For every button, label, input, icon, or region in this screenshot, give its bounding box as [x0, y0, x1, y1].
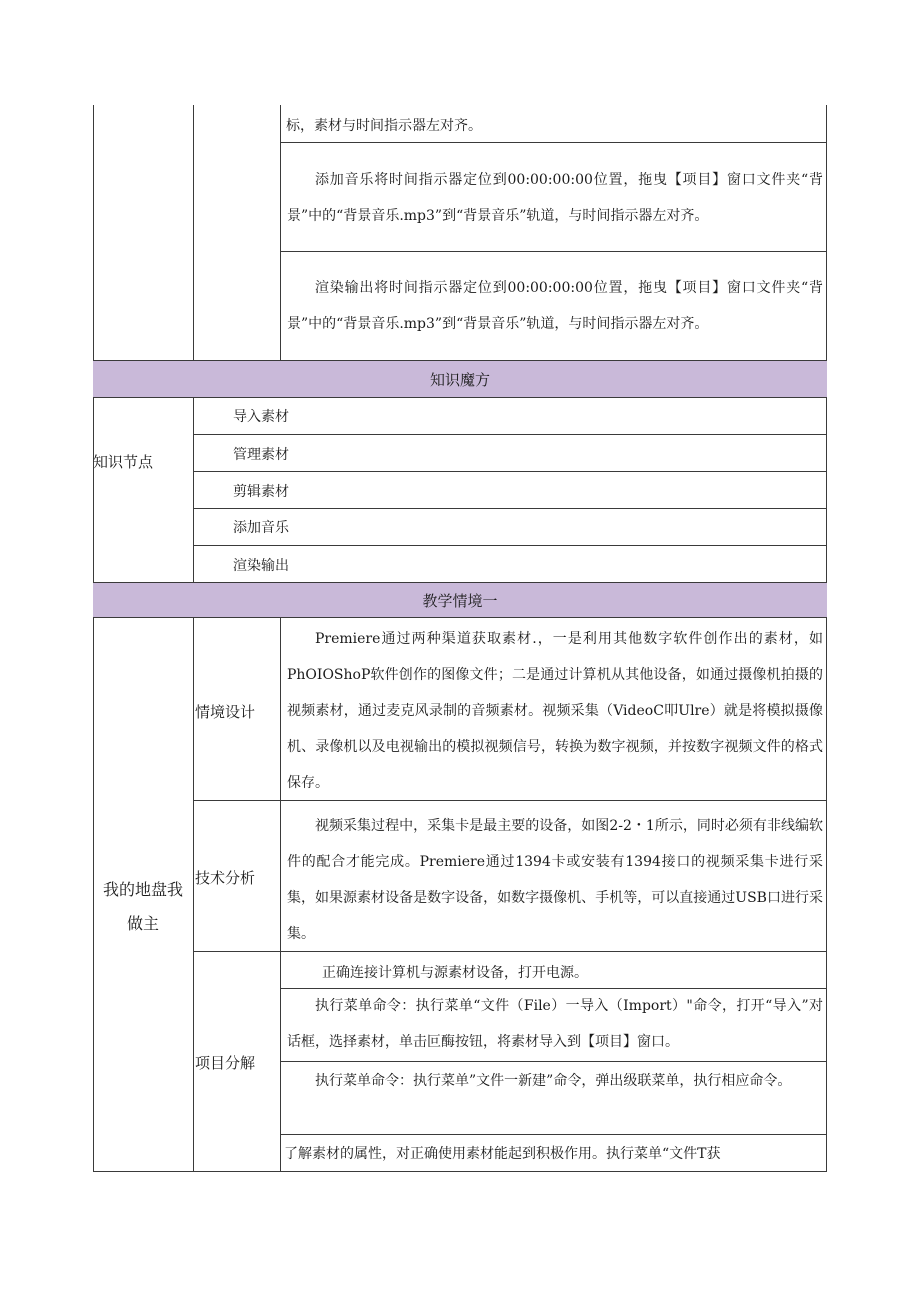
scenario-left-label: 我的地盘我做主 [102, 880, 183, 933]
col-divider [193, 105, 194, 360]
row-line [280, 251, 827, 252]
row-line [193, 434, 827, 435]
project-item: 正确连接计算机与源素材设备，打开电源。 [322, 965, 588, 981]
row-line [93, 397, 827, 398]
design-label: 情境设计 [195, 703, 256, 721]
knowledge-item: 导入素材 [233, 409, 289, 425]
knowledge-item: 剪辑素材 [233, 484, 289, 500]
row-line [193, 508, 827, 509]
col-divider [193, 617, 194, 1172]
row-line [280, 1134, 827, 1135]
knowledge-item: 渲染输出 [233, 558, 289, 574]
project-item: 了解素材的属性，对正确使用素材能起到积极作用。执行菜单“文件T获 [284, 1146, 721, 1162]
design-text: Premiere通过两种渠道获取素材.，一是利用其他数字软件创作出的素材，如PhOIOShoP软件创作的图像文件；二是通过计算机从其他设备，如通过摄像机拍摄的视频素材，通过麦克风录制的音频素材。视频采集（VideoC叩Ulre）就是将模拟摄像机、录像机以及电视输出的模拟视频信号，转换为数字视频，并按数字视频文件的格式保存。 [287, 631, 823, 791]
project-item: 执行菜单命令：执行菜单“文件（File）一导入（Import）"命令，打开“导入”对话框，选择素材，单击叵酶按钮，将素材导入到【项目】窗口。 [287, 998, 823, 1050]
row-line [193, 545, 827, 546]
row-line [93, 617, 827, 618]
knowledge-item: 管理素材 [233, 447, 289, 463]
row-line [280, 1061, 827, 1062]
top-row-1-text: 标，素材与时间指示器左对齐。 [286, 118, 482, 134]
row-line [280, 142, 827, 143]
scenario-header: 教学情境一 [422, 592, 498, 610]
project-item: 执行菜单命令：执行菜单”文件一新建”命令，弹出级联菜单，执行相应命令。 [315, 1073, 792, 1089]
col-divider [280, 105, 281, 360]
col-divider [280, 617, 281, 1172]
top-row-2-text: 添加音乐将时间指示器定位到00:00:00:00位置，拖曳【项目】窗口文件夹“背景”中的“背景音乐.mp3”到“背景音乐”轨道，与时间指示器左对齐。 [287, 172, 823, 224]
table-border-bottom [93, 1171, 827, 1172]
top-row-3-text: 渲染输出将时间指示器定位到00:00:00:00位置，拖曳【项目】窗口文件夹“背景”中的“背景音乐.mp3”到“背景音乐”轨道，与时间指示器左对齐。 [287, 280, 823, 332]
project-label: 项目分解 [195, 1054, 256, 1072]
row-line [193, 471, 827, 472]
knowledge-item: 添加音乐 [233, 520, 289, 536]
knowledge-left-label: 知识节点 [93, 453, 154, 471]
tech-text: 视频采集过程中，采集卡是最主要的设备，如图2-2・1所示，同时必须有非线编软件的配合才能完成。Premiere通过1394卡或安装有1394接口的视频采集卡进行采集，如果源素材设备是数字设备，如数字摄像机、手机等，可以直接通过USB口进行采集。 [287, 818, 823, 942]
table-border-left [93, 105, 94, 1172]
tech-label: 技术分析 [195, 869, 256, 887]
col-divider [193, 397, 194, 583]
table-border-right [826, 105, 827, 1172]
knowledge-header: 知识魔方 [429, 371, 490, 389]
